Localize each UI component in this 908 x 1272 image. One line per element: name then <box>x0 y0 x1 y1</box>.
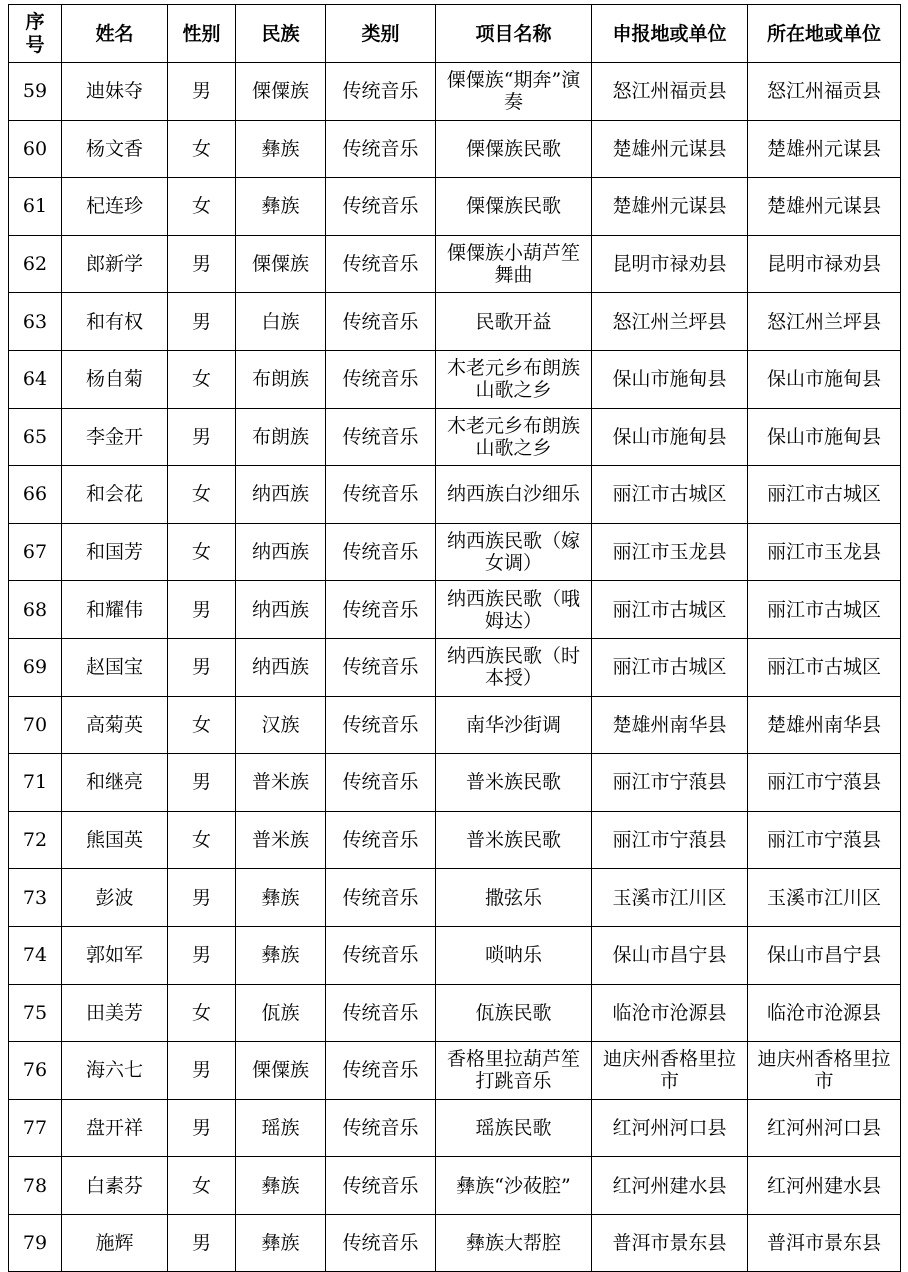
table-row <box>9 523 901 581</box>
cell-name: 杨自菊 <box>62 350 168 408</box>
cell-category: 传统音乐 <box>326 466 436 524</box>
cell-index: 78 <box>9 1157 62 1215</box>
cell-category: 传统音乐 <box>326 1157 436 1215</box>
table-row <box>9 1042 901 1100</box>
cell-index: 62 <box>9 235 62 293</box>
cell-gender: 女 <box>168 523 236 581</box>
table-row <box>9 869 901 927</box>
cell-index: 76 <box>9 1042 62 1100</box>
table-row <box>9 1214 901 1272</box>
header-project: 项目名称 <box>436 5 592 63</box>
table-row <box>9 811 901 869</box>
cell-location: 怒江州兰坪县 <box>748 293 901 351</box>
cell-location: 楚雄州南华县 <box>748 696 901 754</box>
cell-ethnicity: 傈僳族 <box>236 235 326 293</box>
table-row <box>9 638 901 696</box>
cell-location: 保山市施甸县 <box>748 350 901 408</box>
cell-index: 68 <box>9 581 62 639</box>
cell-project: 瑶族民歌 <box>436 1099 592 1157</box>
cell-declaring-unit: 迪庆州香格里拉市 <box>592 1042 748 1100</box>
cell-location: 丽江市古城区 <box>748 581 901 639</box>
header-category: 类别 <box>326 5 436 63</box>
cell-declaring-unit: 楚雄州南华县 <box>592 696 748 754</box>
cell-declaring-unit: 红河州建水县 <box>592 1157 748 1215</box>
cell-name: 白素芬 <box>62 1157 168 1215</box>
inheritor-table <box>8 4 901 1272</box>
cell-project: 傈僳族“期奔”演奏 <box>436 63 592 121</box>
cell-category: 传统音乐 <box>326 1042 436 1100</box>
cell-location: 丽江市宁蒗县 <box>748 754 901 812</box>
cell-location: 楚雄州元谋县 <box>748 178 901 236</box>
cell-index: 69 <box>9 638 62 696</box>
table-row <box>9 178 901 236</box>
cell-project: 佤族民歌 <box>436 984 592 1042</box>
cell-gender: 男 <box>168 1099 236 1157</box>
table-row <box>9 350 901 408</box>
cell-category: 传统音乐 <box>326 293 436 351</box>
cell-project: 普米族民歌 <box>436 754 592 812</box>
table-row <box>9 408 901 466</box>
cell-index: 70 <box>9 696 62 754</box>
cell-declaring-unit: 保山市施甸县 <box>592 408 748 466</box>
table-body <box>9 63 901 1272</box>
cell-category: 传统音乐 <box>326 811 436 869</box>
cell-location: 保山市施甸县 <box>748 408 901 466</box>
cell-location: 玉溪市江川区 <box>748 869 901 927</box>
cell-ethnicity: 彝族 <box>236 1214 326 1272</box>
table-row <box>9 581 901 639</box>
cell-category: 传统音乐 <box>326 984 436 1042</box>
cell-project: 撒弦乐 <box>436 869 592 927</box>
table-row <box>9 984 901 1042</box>
cell-index: 74 <box>9 926 62 984</box>
cell-gender: 女 <box>168 1157 236 1215</box>
cell-declaring-unit: 怒江州兰坪县 <box>592 293 748 351</box>
cell-index: 66 <box>9 466 62 524</box>
cell-index: 61 <box>9 178 62 236</box>
cell-gender: 男 <box>168 926 236 984</box>
cell-project: 彝族“沙莜腔” <box>436 1157 592 1215</box>
cell-gender: 女 <box>168 466 236 524</box>
cell-name: 李金开 <box>62 408 168 466</box>
cell-category: 传统音乐 <box>326 523 436 581</box>
cell-ethnicity: 傈僳族 <box>236 63 326 121</box>
cell-ethnicity: 白族 <box>236 293 326 351</box>
cell-index: 79 <box>9 1214 62 1272</box>
cell-project: 彝族大帮腔 <box>436 1214 592 1272</box>
cell-location: 怒江州福贡县 <box>748 63 901 121</box>
cell-ethnicity: 纳西族 <box>236 581 326 639</box>
cell-ethnicity: 普米族 <box>236 754 326 812</box>
cell-name: 迪妹夺 <box>62 63 168 121</box>
cell-location: 红河州河口县 <box>748 1099 901 1157</box>
cell-declaring-unit: 普洱市景东县 <box>592 1214 748 1272</box>
table-row <box>9 696 901 754</box>
cell-project: 木老元乡布朗族山歌之乡 <box>436 350 592 408</box>
cell-name: 高菊英 <box>62 696 168 754</box>
cell-declaring-unit: 昆明市禄劝县 <box>592 235 748 293</box>
cell-name: 郭如军 <box>62 926 168 984</box>
cell-ethnicity: 布朗族 <box>236 350 326 408</box>
cell-ethnicity: 彝族 <box>236 178 326 236</box>
cell-project: 傈僳族民歌 <box>436 120 592 178</box>
cell-name: 赵国宝 <box>62 638 168 696</box>
header-location: 所在地或单位 <box>748 5 901 63</box>
cell-gender: 女 <box>168 696 236 754</box>
cell-declaring-unit: 怒江州福贡县 <box>592 63 748 121</box>
cell-index: 59 <box>9 63 62 121</box>
cell-category: 传统音乐 <box>326 638 436 696</box>
header-declaring-unit: 申报地或单位 <box>592 5 748 63</box>
cell-name: 杞连珍 <box>62 178 168 236</box>
cell-gender: 女 <box>168 178 236 236</box>
cell-name: 和国芳 <box>62 523 168 581</box>
cell-name: 施辉 <box>62 1214 168 1272</box>
cell-ethnicity: 彝族 <box>236 1157 326 1215</box>
cell-gender: 男 <box>168 638 236 696</box>
table-row <box>9 293 901 351</box>
cell-project: 普米族民歌 <box>436 811 592 869</box>
cell-gender: 男 <box>168 754 236 812</box>
cell-project: 纳西族民歌（嫁女调） <box>436 523 592 581</box>
cell-ethnicity: 布朗族 <box>236 408 326 466</box>
cell-category: 传统音乐 <box>326 350 436 408</box>
cell-category: 传统音乐 <box>326 408 436 466</box>
cell-gender: 女 <box>168 350 236 408</box>
cell-location: 丽江市宁蒗县 <box>748 811 901 869</box>
cell-location: 普洱市景东县 <box>748 1214 901 1272</box>
cell-ethnicity: 佤族 <box>236 984 326 1042</box>
header-ethnicity: 民族 <box>236 5 326 63</box>
cell-declaring-unit: 保山市昌宁县 <box>592 926 748 984</box>
cell-category: 传统音乐 <box>326 178 436 236</box>
cell-project: 傈僳族民歌 <box>436 178 592 236</box>
cell-name: 杨文香 <box>62 120 168 178</box>
cell-name: 熊国英 <box>62 811 168 869</box>
cell-location: 丽江市玉龙县 <box>748 523 901 581</box>
cell-location: 迪庆州香格里拉市 <box>748 1042 901 1100</box>
cell-index: 77 <box>9 1099 62 1157</box>
cell-ethnicity: 纳西族 <box>236 523 326 581</box>
cell-name: 和有权 <box>62 293 168 351</box>
cell-gender: 女 <box>168 120 236 178</box>
cell-declaring-unit: 楚雄州元谋县 <box>592 120 748 178</box>
cell-index: 73 <box>9 869 62 927</box>
cell-name: 海六七 <box>62 1042 168 1100</box>
header-gender: 性别 <box>168 5 236 63</box>
header-index: 序号 <box>9 5 62 63</box>
cell-gender: 女 <box>168 984 236 1042</box>
cell-name: 盘开祥 <box>62 1099 168 1157</box>
cell-project: 唢呐乐 <box>436 926 592 984</box>
cell-index: 65 <box>9 408 62 466</box>
cell-project: 木老元乡布朗族山歌之乡 <box>436 408 592 466</box>
cell-ethnicity: 汉族 <box>236 696 326 754</box>
cell-category: 传统音乐 <box>326 1214 436 1272</box>
cell-gender: 女 <box>168 811 236 869</box>
cell-location: 丽江市古城区 <box>748 638 901 696</box>
cell-name: 和耀伟 <box>62 581 168 639</box>
cell-ethnicity: 彝族 <box>236 120 326 178</box>
cell-gender: 男 <box>168 63 236 121</box>
cell-gender: 男 <box>168 869 236 927</box>
cell-location: 红河州建水县 <box>748 1157 901 1215</box>
cell-category: 传统音乐 <box>326 696 436 754</box>
table-row <box>9 1099 901 1157</box>
document-page <box>8 4 900 1272</box>
cell-category: 传统音乐 <box>326 63 436 121</box>
cell-location: 昆明市禄劝县 <box>748 235 901 293</box>
cell-declaring-unit: 丽江市古城区 <box>592 581 748 639</box>
cell-ethnicity: 彝族 <box>236 926 326 984</box>
table-row <box>9 1157 901 1215</box>
cell-ethnicity: 纳西族 <box>236 638 326 696</box>
cell-index: 64 <box>9 350 62 408</box>
cell-gender: 男 <box>168 1042 236 1100</box>
cell-location: 临沧市沧源县 <box>748 984 901 1042</box>
cell-index: 75 <box>9 984 62 1042</box>
cell-project: 纳西族白沙细乐 <box>436 466 592 524</box>
header-name: 姓名 <box>62 5 168 63</box>
cell-ethnicity: 普米族 <box>236 811 326 869</box>
cell-declaring-unit: 丽江市古城区 <box>592 638 748 696</box>
cell-category: 传统音乐 <box>326 1099 436 1157</box>
cell-name: 田美芳 <box>62 984 168 1042</box>
cell-location: 丽江市古城区 <box>748 466 901 524</box>
table-row <box>9 466 901 524</box>
cell-project: 纳西族民歌（哦姆达） <box>436 581 592 639</box>
cell-name: 郎新学 <box>62 235 168 293</box>
cell-gender: 男 <box>168 235 236 293</box>
cell-category: 传统音乐 <box>326 581 436 639</box>
cell-gender: 男 <box>168 408 236 466</box>
table-header-row <box>9 5 901 63</box>
cell-declaring-unit: 丽江市古城区 <box>592 466 748 524</box>
cell-ethnicity: 彝族 <box>236 869 326 927</box>
table-row <box>9 120 901 178</box>
cell-declaring-unit: 丽江市玉龙县 <box>592 523 748 581</box>
cell-index: 67 <box>9 523 62 581</box>
cell-location: 保山市昌宁县 <box>748 926 901 984</box>
cell-declaring-unit: 保山市施甸县 <box>592 350 748 408</box>
cell-location: 楚雄州元谋县 <box>748 120 901 178</box>
cell-category: 传统音乐 <box>326 926 436 984</box>
cell-category: 传统音乐 <box>326 869 436 927</box>
cell-ethnicity: 瑶族 <box>236 1099 326 1157</box>
table-row <box>9 754 901 812</box>
cell-category: 传统音乐 <box>326 235 436 293</box>
cell-name: 彭波 <box>62 869 168 927</box>
cell-name: 和继亮 <box>62 754 168 812</box>
cell-index: 71 <box>9 754 62 812</box>
cell-ethnicity: 傈僳族 <box>236 1042 326 1100</box>
cell-gender: 男 <box>168 1214 236 1272</box>
cell-gender: 男 <box>168 581 236 639</box>
cell-declaring-unit: 红河州河口县 <box>592 1099 748 1157</box>
cell-project: 民歌开益 <box>436 293 592 351</box>
cell-project: 香格里拉葫芦笙打跳音乐 <box>436 1042 592 1100</box>
table-row <box>9 63 901 121</box>
cell-index: 72 <box>9 811 62 869</box>
cell-ethnicity: 纳西族 <box>236 466 326 524</box>
table-row <box>9 235 901 293</box>
cell-index: 63 <box>9 293 62 351</box>
cell-category: 传统音乐 <box>326 120 436 178</box>
cell-gender: 男 <box>168 293 236 351</box>
cell-project: 纳西族民歌（时本授） <box>436 638 592 696</box>
cell-declaring-unit: 丽江市宁蒗县 <box>592 811 748 869</box>
cell-category: 传统音乐 <box>326 754 436 812</box>
cell-declaring-unit: 楚雄州元谋县 <box>592 178 748 236</box>
cell-declaring-unit: 临沧市沧源县 <box>592 984 748 1042</box>
cell-project: 傈僳族小葫芦笙舞曲 <box>436 235 592 293</box>
cell-name: 和会花 <box>62 466 168 524</box>
cell-declaring-unit: 玉溪市江川区 <box>592 869 748 927</box>
cell-index: 60 <box>9 120 62 178</box>
table-row <box>9 926 901 984</box>
cell-project: 南华沙街调 <box>436 696 592 754</box>
cell-declaring-unit: 丽江市宁蒗县 <box>592 754 748 812</box>
